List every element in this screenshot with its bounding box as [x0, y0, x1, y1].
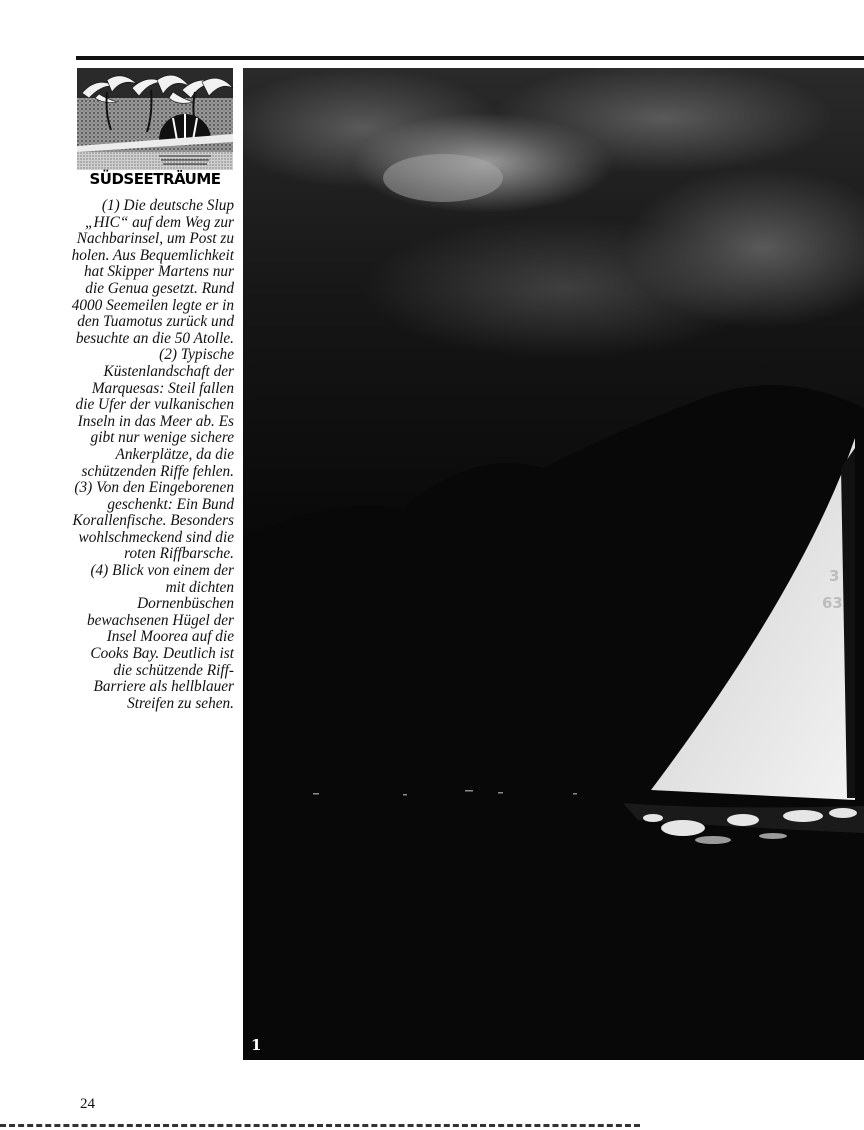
caption-2: (2) Typische Küstenlandschaft der Marquesas: Steil fallen die Ufer der vulkanischen Inseln in das Meer ab. Es gibt nur wenige sichere Ankerplätze, da die schützenden Riffe fehlen.	[75, 346, 234, 480]
sail-number-partial: 3	[829, 567, 840, 585]
top-rule	[76, 56, 864, 60]
section-title: SÜDSEETRÄUME	[77, 170, 233, 188]
sailboat-photo	[243, 68, 864, 1060]
section-logo	[77, 68, 233, 188]
bottom-rule	[0, 1124, 640, 1127]
photo-number: 1	[251, 1036, 262, 1054]
page-number: 24	[80, 1096, 95, 1112]
photo-captions	[70, 198, 234, 712]
caption-3: (3) Von den Eingeborenen geschenkt: Ein Bund Korallenfische. Besonders wohlschmeckend sind die roten Riffbarsche.	[72, 479, 234, 563]
sailboat-image	[243, 68, 864, 1060]
caption-1: (1) Die deutsche Slup „HIC“ auf dem Weg zur Nachbarinsel, um Post zu holen. Aus Bequemlichkeit hat Skipper Martens nur die Genua gesetzt. Rund 4000 Seemeilen legte er in den Tuamotus zurück und besuchte an die 50 Atolle.	[71, 197, 234, 347]
sail-number: 63	[822, 594, 843, 612]
caption-4: (4) Blick von einem der mit dichten Dornenbüschen bewachsenen Hügel der Insel Moorea auf die Cooks Bay. Deutlich ist die schützende Riff-Barriere als hellblauer Streifen zu sehen.	[87, 562, 234, 712]
